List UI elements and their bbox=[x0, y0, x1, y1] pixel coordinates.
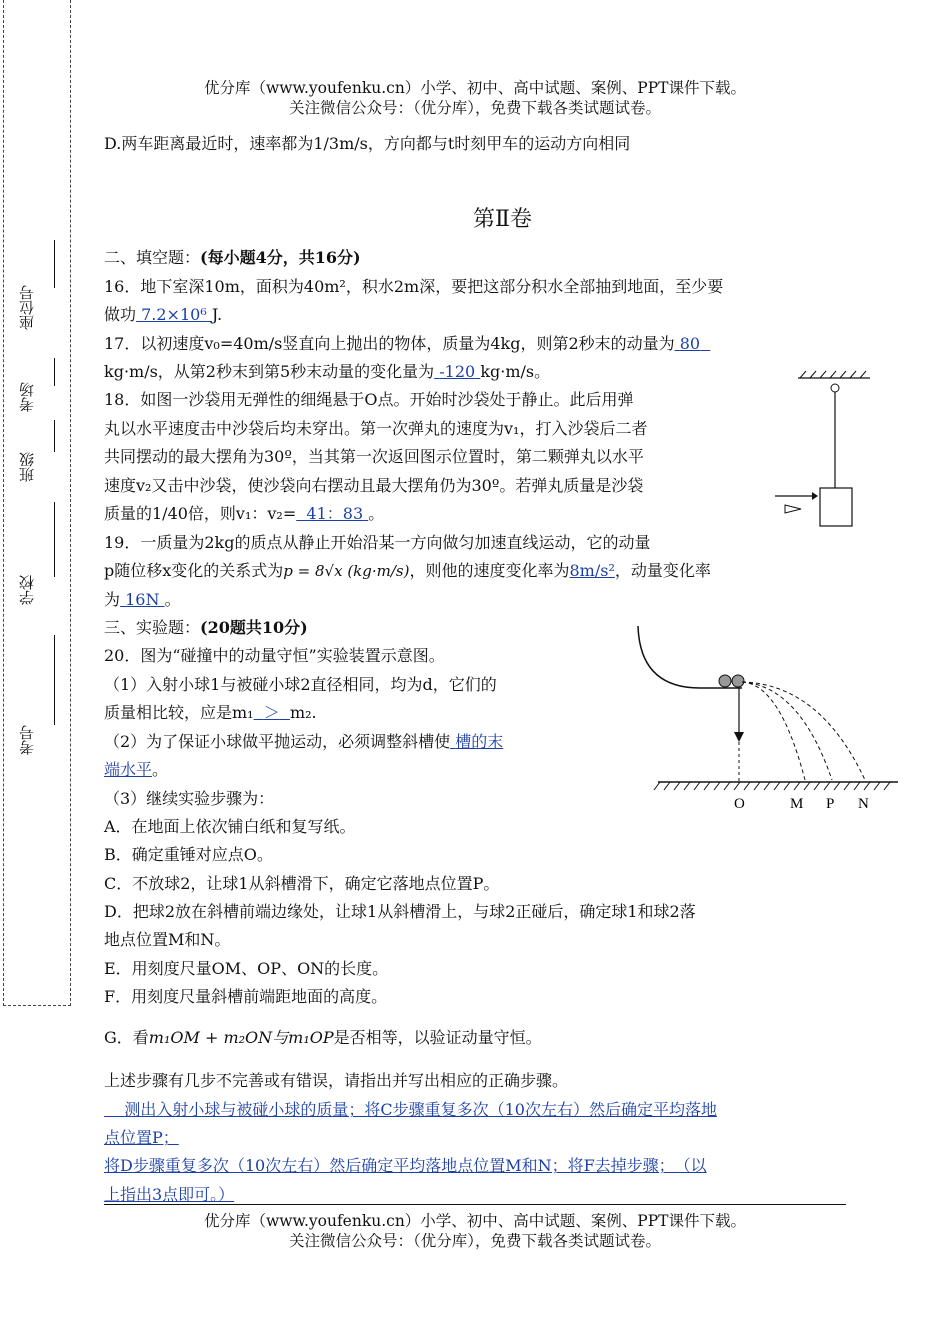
q19-text-post: ，动量变化率 bbox=[614, 561, 711, 580]
q20-step-g-text: G．看 bbox=[104, 1028, 149, 1047]
q18-line-5 bbox=[104, 503, 384, 525]
q19-line-1: 19．一质量为2kg的质点从静止开始沿某一方向做匀加速直线运动，它的动量 bbox=[104, 533, 651, 552]
q18-line-4: 速度v₂又击中沙袋，使沙袋向右摆动且最大摆角仍为30º。若弹丸质量是沙袋 bbox=[104, 476, 644, 495]
pivot-point-o bbox=[831, 384, 839, 392]
q20-step-b: B．确定重锤对应点O。 bbox=[104, 845, 273, 864]
q18-text: 质量的1/40倍，则v₁：v₂= bbox=[104, 504, 297, 523]
q19-formula: p = 8√x (kg·m/s) bbox=[283, 562, 410, 580]
q17-answer-2 bbox=[434, 362, 480, 381]
q18-answer bbox=[296, 504, 368, 523]
q20-step2-b bbox=[104, 759, 168, 781]
q20-step1-a: （1）入射小球1与被碰小球2直径相同，均为d，它们的 bbox=[104, 675, 497, 694]
q19-answer-1 bbox=[569, 561, 614, 580]
fill-heading-rule: (每小题4分，共16分) bbox=[200, 248, 361, 267]
q18-line-3: 共同摆动的最大摆角为30º，当其第一次返回图示位置时，第二颗弹丸以水平 bbox=[104, 447, 644, 466]
q20-answer-line-2: 点位置P； bbox=[104, 1128, 179, 1147]
q20-step-c: C．不放球2，让球1从斜槽滑下，确定它落地点位置P。 bbox=[104, 874, 500, 893]
seat-blank[interactable] bbox=[54, 240, 55, 288]
bullet bbox=[785, 505, 801, 513]
q20-answer-line-1 bbox=[104, 1099, 717, 1121]
q20-step-d-2: 地点位置M和N。 bbox=[104, 930, 231, 949]
ball-2 bbox=[732, 675, 744, 687]
ground-hatch bbox=[654, 782, 890, 790]
ball-1 bbox=[719, 675, 731, 687]
label-o: O bbox=[734, 796, 745, 812]
q20-answer-1: 测出入射小球与被碰小球的质量；将C步骤重复多次（10次左右）然后确定平均落地 bbox=[124, 1100, 717, 1119]
q16-line-2 bbox=[104, 304, 222, 326]
q16-pre: 做功 bbox=[104, 305, 137, 324]
q20-step2-text: （2）为了保证小球做平抛运动，必须调整斜槽使 bbox=[104, 732, 451, 751]
label-p: P bbox=[826, 796, 835, 812]
q20-step1-answer-value: ＞ bbox=[263, 703, 280, 722]
q20-step-e: E．用刻度尺量OM、OP、ON的长度。 bbox=[104, 959, 389, 978]
option-d: D.两车距离最近时，速率都为1/3m/s，方向都与t时刻甲车的运动方向相同 bbox=[104, 134, 631, 153]
q17-line-1 bbox=[104, 333, 710, 355]
trajectory-p bbox=[742, 682, 832, 780]
class-label: 班级 bbox=[18, 452, 36, 482]
fill-heading-label: 二、填空题： bbox=[104, 248, 201, 267]
q16-answer-value: 7.2×10⁶ bbox=[141, 305, 207, 324]
q19-text-mid: ，则他的速度变化率为 bbox=[409, 561, 570, 580]
q19-answer-2 bbox=[120, 590, 165, 609]
exp-heading bbox=[104, 617, 308, 639]
seat-label: 座位号 bbox=[18, 285, 36, 330]
q20-step2-answer-a bbox=[450, 732, 503, 751]
room-label: 考场 bbox=[18, 382, 36, 412]
q20-answer-line-3: 将D步骤重复多次（10次左右）然后确定平均落地点位置M和N；将F去掉步骤； （以 bbox=[104, 1156, 707, 1175]
q18-line-2: 丸以水平速度击中沙袋后均未穿出。第一次弹丸的速度为v₁，打入沙袋后二者 bbox=[104, 419, 648, 438]
q16-post: J. bbox=[211, 305, 223, 324]
arrow-head bbox=[812, 492, 818, 500]
student-info-fields bbox=[16, 240, 56, 770]
footer-line-1: 优分库（www.youfenku.cn）小学、初中、高中试题、案例、PPT课件下载。 bbox=[203, 1212, 747, 1230]
collision-experiment-figure bbox=[630, 622, 905, 817]
q17-answer-1-value: 80 bbox=[679, 334, 701, 353]
q18-answer-value: 41：83 bbox=[306, 504, 364, 523]
fill-heading bbox=[104, 247, 361, 269]
q20-step2-answer-b: 端水平 bbox=[104, 760, 153, 779]
q20-step-d-1: D．把球2放在斜槽前端边缘处，让球1从斜槽滑上，与球2正碰后，确定球1和球2落 bbox=[104, 902, 696, 921]
label-n: N bbox=[858, 796, 869, 812]
q20-step2-answer-a-value: 槽的末 bbox=[455, 732, 504, 751]
header-line-2: 关注微信公众号：（优分库），免费下载各类试题试卷。 bbox=[288, 99, 661, 117]
q17-text-2: kg·m/s，从第2秒末到第5秒末动量的变化量为 bbox=[104, 362, 435, 381]
q20-step-f: F．用刻度尺量斜槽前端距地面的高度。 bbox=[104, 987, 388, 1006]
q20-question: 上述步骤有几步不完善或有错误，请指出并写出相应的正确步骤。 bbox=[104, 1071, 569, 1090]
exp-heading-rule: (20题共10分) bbox=[200, 618, 308, 637]
q20-step1-answer bbox=[254, 703, 290, 722]
q20-step1-b bbox=[104, 702, 317, 724]
q20-intro: 20．图为“碰撞中的动量守恒”实验装置示意图。 bbox=[104, 646, 445, 665]
exp-heading-label: 三、实验题： bbox=[104, 618, 201, 637]
q19-answer-1-value: 8m/s² bbox=[569, 561, 615, 580]
school-label: 学校 bbox=[18, 575, 36, 605]
q19-line-2 bbox=[104, 560, 711, 582]
exam-no-label: 考号 bbox=[18, 725, 36, 755]
q20-step1-end: m₂. bbox=[289, 703, 317, 722]
q19-line-3 bbox=[104, 589, 181, 611]
q16-answer bbox=[136, 305, 212, 324]
q18-text-end: 。 bbox=[368, 504, 385, 523]
section-title: 第Ⅱ卷 bbox=[473, 207, 532, 232]
q19-text: p随位移x变化的关系式为 bbox=[104, 561, 284, 580]
q20-step-g bbox=[104, 1027, 542, 1049]
q17-answer-2-value: -120 bbox=[439, 362, 476, 381]
sandbag bbox=[820, 488, 852, 526]
q17-text-1: 17．以初速度v₀=40m/s竖直向上抛出的物体，质量为4kg，则第2秒末的动量为 bbox=[104, 334, 675, 353]
q20-answer-line-4: 上指出3点即可。） bbox=[104, 1185, 235, 1204]
class-blank[interactable] bbox=[54, 420, 55, 452]
q17-text-3: kg·m/s。 bbox=[480, 362, 551, 381]
q20-step2-end: 。 bbox=[152, 760, 169, 779]
q20-step2-a bbox=[104, 731, 503, 753]
q16-line-1: 16．地下室深10m，面积为40m²，积水2m深，要把这部分积水全部抽到地面，至少要 bbox=[104, 277, 724, 296]
q20-step-g-formula: m₁OM + m₂ON与m₁OP bbox=[148, 1028, 334, 1047]
q19-text-end: 。 bbox=[164, 590, 181, 609]
plumb-arrow bbox=[734, 732, 744, 742]
header-line-1: 优分库（www.youfenku.cn）小学、初中、高中试题、案例、PPT课件下载。 bbox=[203, 79, 747, 97]
ceiling-hatch bbox=[800, 371, 866, 378]
q17-line-2 bbox=[104, 361, 550, 383]
trajectory-n bbox=[742, 682, 865, 780]
school-blank[interactable] bbox=[54, 502, 55, 577]
label-m: M bbox=[790, 796, 804, 812]
q19-text-3: 为 bbox=[104, 590, 121, 609]
q18-line-1: 18．如图一沙袋用无弹性的细绳悬于O点。开始时沙袋处于静止。此后用弹 bbox=[104, 390, 634, 409]
footer-rule bbox=[104, 1204, 846, 1205]
q20-step-a: A．在地面上依次铺白纸和复写纸。 bbox=[104, 817, 356, 836]
q20-step3: （3）继续实验步骤为： bbox=[104, 789, 275, 808]
q17-answer-1 bbox=[675, 334, 711, 353]
binding-margin bbox=[3, 0, 71, 1006]
q20-step-g-end: 是否相等，以验证动量守恒。 bbox=[333, 1028, 542, 1047]
q19-answer-2-value: 16N bbox=[125, 590, 160, 609]
sandbag-pendulum-figure bbox=[770, 368, 880, 533]
q20-step1-text: 质量相比较，应是m₁ bbox=[104, 703, 254, 722]
exam-no-blank[interactable] bbox=[54, 635, 55, 725]
footer-line-2: 关注微信公众号：（优分库），免费下载各类试题试卷。 bbox=[288, 1232, 661, 1250]
